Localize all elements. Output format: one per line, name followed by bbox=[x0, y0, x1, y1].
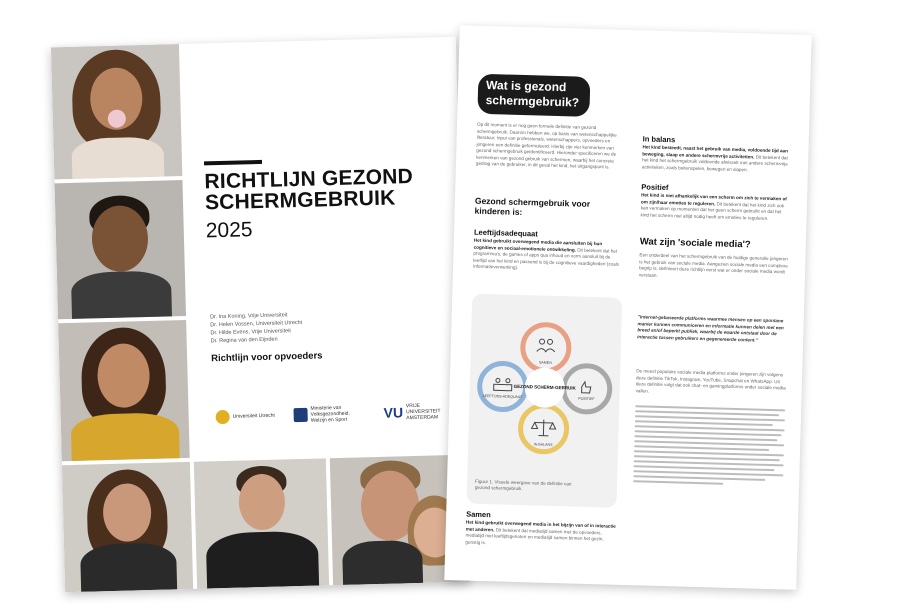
social-intro: Een onderdeel van het schermgebruik van de huidige generatie jongeren is het gebruik van sociale media. Aangezien sociale media een complexe begrip is, definieert deze richtlijn eerst wat er onder sociale media wordt verstaan. bbox=[638, 252, 788, 278]
photo-boy-smiling bbox=[54, 180, 186, 319]
logo-row bbox=[215, 399, 456, 429]
social-definition-quote: "Internet-gebaseerde platforms waarmee mensen op een spontane manier kunnen communiceren en informatie kunnen delen met een breed en/of beperkt publiek, waarbij de waarde ontstaat door de interactie tussen gebruikers en gegenereerde content." bbox=[637, 314, 784, 343]
cover-title bbox=[204, 165, 450, 213]
petal-label-positief: POSITIEF bbox=[578, 396, 595, 402]
author-list bbox=[210, 311, 303, 345]
crest-icon bbox=[293, 408, 307, 422]
thumbs-up-icon bbox=[582, 382, 591, 393]
item-text-leeftijd: Het kind gebruikt overwegend media die aansluiten bij hun cognitieve en sociaal-emotionele ontwikkeling. Dit betekent dat het programma's, de games of apps qua inhoud en vorm aansluit bij de leeftijd van het kind en passend is bij de cognitieve vaardigheden (zoals informatieverwerking). bbox=[473, 237, 620, 270]
petal-label-in-balans: IN BALANS bbox=[533, 442, 553, 447]
item-text-in-balans: Het kind besteedt, naast het gebruik van media, voldoende tijd aan beweging, slaap en andere schermvrije activiteiten. Dit betekent dat het kind het schermgebruik voldoende afwisselt met andere schermvrije activiteiten, zoals buitenspelen, bewegen en slapen. bbox=[641, 144, 789, 172]
social-heading: Wat zijn 'sociale media'? bbox=[639, 236, 751, 251]
petal-label-leeftijdsadequaat: LEEFTIJDS-ADEQUAAT bbox=[482, 393, 523, 400]
item-title-in-balans: In balans bbox=[642, 134, 676, 145]
body-text-lines bbox=[633, 402, 785, 489]
item-title-positief: Positief bbox=[641, 182, 669, 193]
photo-teen-girl-phone bbox=[62, 462, 193, 592]
people-icon bbox=[537, 339, 555, 352]
photo-girl-bubblegum bbox=[51, 44, 182, 179]
author-4: Dr. Regina van den Eijnden bbox=[210, 336, 278, 345]
photo-girl-yellow-shirt bbox=[58, 320, 190, 461]
cover-title-line2: SCHERMGEBRUIK bbox=[204, 186, 396, 215]
social-body: De meest populaire sociale media platforms onder jongeren zijn volgens deze definitie TikTok, Instagram, YouTube, Snapchat en WhatsApp. Uit deze definitie volgt dat ook chat- en gamingplatforms onder sociale media vallen. bbox=[635, 368, 786, 394]
family-icon bbox=[494, 378, 512, 390]
author-2: Dr. Helen Vossen, Universiteit Utrecht bbox=[210, 319, 303, 329]
item-text-samen: Het kind gebruikt overwegend media in het bijzijn van of in interactie met anderen. Dit betekent dat mediatijd samen met de opvoeders, mediatijd met leeftijdsgenoten en mediatijd samen binnen het gezin, gunstig is. bbox=[465, 519, 616, 545]
audience-label: Richtlijn voor opvoeders bbox=[210, 350, 323, 365]
vu-logo: VU VRIJE UNIVERSITEIT AMSTERDAM bbox=[383, 402, 441, 422]
petal-label-samen: SAMEN bbox=[538, 360, 552, 365]
scale-icon bbox=[531, 419, 555, 436]
cover-title-line1: RICHTLIJN GEZOND bbox=[204, 164, 414, 194]
figure-caption: Figuur 1. Visuele weergave van de definitie van gezond schermgebruik. bbox=[474, 478, 572, 492]
title-accent-bar bbox=[204, 160, 262, 166]
item-title-leeftijd: Leeftijdsadequaat bbox=[473, 227, 538, 239]
uu-logo: Universiteit Utrecht bbox=[215, 404, 276, 430]
diagram-center-label: GEZOND SCHERM-GEBRUIK bbox=[513, 383, 576, 391]
definition-figure bbox=[466, 294, 622, 508]
item-text-positief: Het kind is niet afhankelijk van een scherm om zich te vermaken of om zijn/haar emoties te reguleren. Dit betekent dat het kind zich ook kan vermaken op momenten dat het geen scherm gebruikt en dat het kind het scherm niet altijd nodig heeft om emoties te reguleren. bbox=[640, 192, 787, 221]
item-title-samen: Samen bbox=[466, 509, 491, 520]
photo-teen-boy-phone bbox=[194, 458, 329, 588]
cover-year: 2025 bbox=[205, 218, 253, 243]
section-title: Wat is gezond schermgebruik? bbox=[477, 74, 590, 117]
content-page bbox=[444, 25, 811, 590]
ministry-logo: Ministerie van Volksgezondheid, Welzijn en Sport bbox=[293, 401, 366, 427]
cover-page bbox=[51, 37, 470, 592]
author-3: Dr. Hilde Evens, Vrije Universiteit bbox=[210, 328, 292, 337]
subheading: Gezond schermgebruik voor kinderen is: bbox=[474, 195, 591, 218]
intro-paragraph: Op dit moment is er nog geen formele definitie van gezond schermgebruik. Daarom hebben we, op basis van wetenschappelijke literatuur, input van professionals, wetenschappers, opvoeders en jongeren een definitie geformuleerd. Hierbij zijn vier kenmerken van gezond schermgebruik geïdentificeerd. Hieronder specificeren we de kenmerken van gezond gebruik van schermen, waarbij het concrete gedrag van de gebruiker, in dit geval het kind, het uitgangspunt is. bbox=[475, 121, 617, 170]
author-1: Dr. Ina Koning, Vrije Universiteit bbox=[209, 312, 288, 321]
definition-diagram bbox=[467, 294, 622, 478]
sun-icon bbox=[215, 410, 229, 424]
